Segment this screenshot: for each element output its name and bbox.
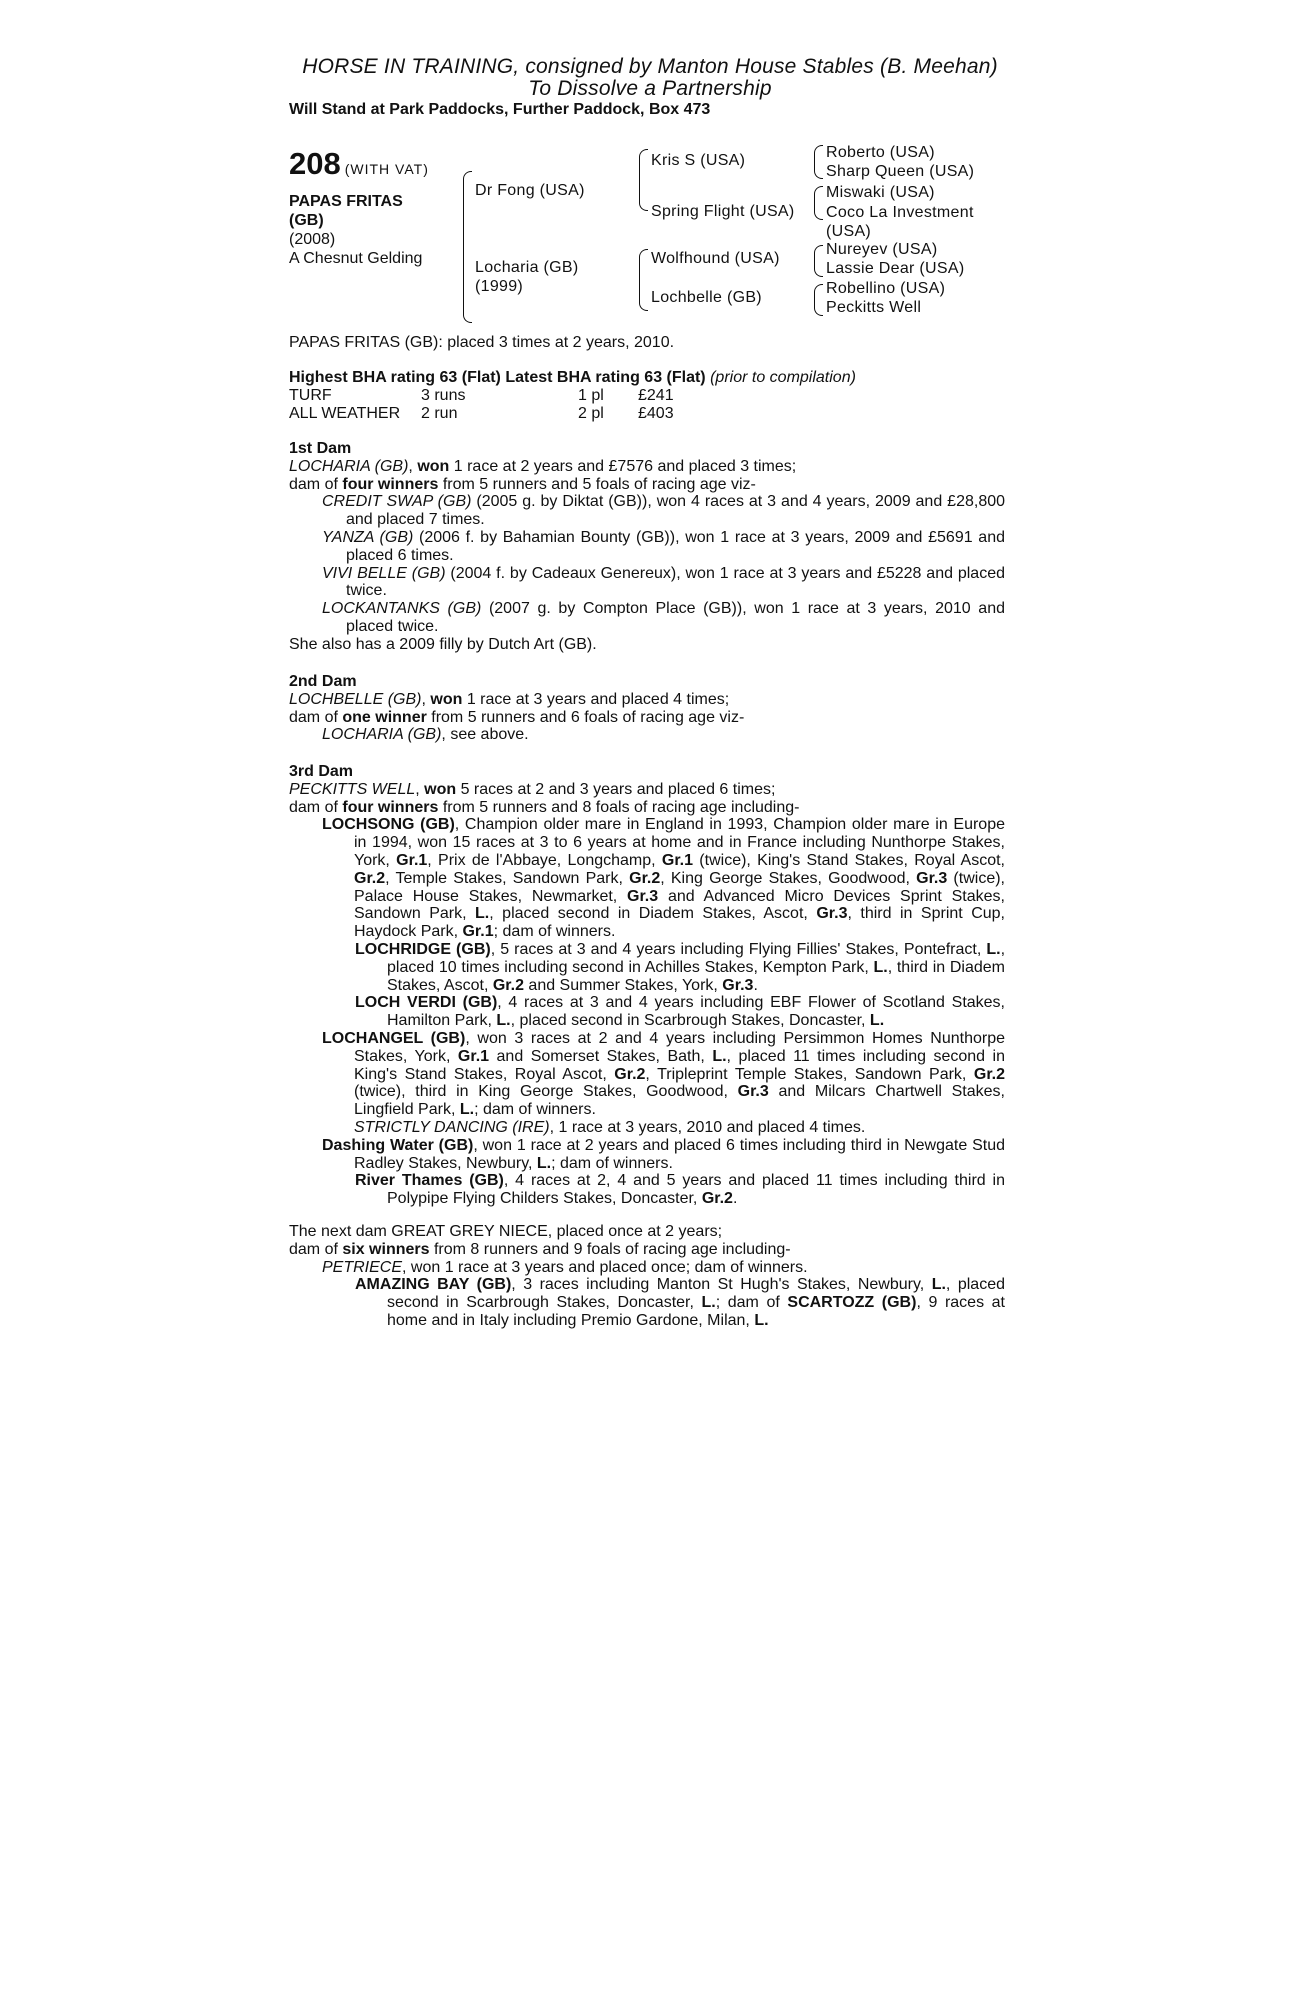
produce-text: (2004 f. by Cadeaux Genereux), won 1 race at 3 years and £5228 and placed twice. [346, 564, 1006, 600]
pedigree-brace-ss [814, 145, 823, 179]
produce-text: , won 1 race at 2 years and placed 6 times including third in Newgate Stud Radley Stakes, Newbury, [354, 1136, 1005, 1172]
third-dam-record: 5 races at 2 and 3 years and placed 6 times; [456, 780, 776, 798]
produce-name: STRICTLY DANCING (IRE) [354, 1118, 550, 1136]
produce-text: . [732, 1190, 738, 1208]
pedigree-brace-ds [814, 245, 823, 277]
produce-text: , 9 races at home and in Italy including Premio Gardone, Milan, [387, 1294, 1006, 1329]
won-label: won [417, 457, 450, 475]
produce-text: , 5 races at 3 and 4 years including Flying Fillies' Stakes, Pontefract, [490, 940, 987, 958]
sire: Dr Fong (USA) [475, 182, 585, 199]
stable-location: Will Stand at Park Paddocks, Further Paddock, Box 473 [289, 101, 711, 118]
produce-petriece [289, 1259, 1005, 1277]
grade-badge: L. [459, 1101, 475, 1119]
dam-of-label: dam of [289, 708, 343, 726]
produce-text: , placed second in Diadem Stakes, Ascot, [489, 905, 817, 923]
grade-badge: Gr.3 [627, 887, 659, 905]
winners-count: six winners [342, 1240, 430, 1258]
produce-name: SCARTOZZ (GB) [787, 1294, 917, 1312]
produce-text: ; dam of [715, 1294, 788, 1312]
runners-foals: from 5 runners and 8 foals of racing age including- [438, 798, 800, 816]
produce-text: , King George Stakes, Goodwood, [660, 869, 917, 887]
produce-strictly-dancing [289, 1119, 1005, 1137]
grade-badge: L. [869, 1012, 885, 1030]
produce-text: , 4 races at 2, 4 and 5 years and placed 11 times including third in Polypipe Flying Childers Stakes, Doncaster, [387, 1172, 1005, 1208]
pedigree-brace-dam [639, 249, 648, 311]
produce-yanza [289, 529, 1005, 565]
ratings-aw-placed: 2 pl [578, 405, 604, 422]
sd-dam: Coco La Investment [826, 204, 974, 221]
produce-text: and Advanced Micro Devices Sprint Stakes, Sandown Park, [354, 887, 1005, 923]
dam-dam: Lochbelle (GB) [651, 289, 762, 306]
first-dam-name: LOCHARIA (GB) [289, 457, 409, 475]
dam-sire: Wolfhound (USA) [651, 250, 780, 267]
produce-credit-swap [289, 493, 1005, 529]
ratings-note: (prior to compilation) [710, 369, 856, 386]
produce-text: . [753, 976, 758, 994]
lot-number [289, 146, 429, 182]
produce-name: River Thames (GB) [355, 1172, 504, 1190]
produce-river-thames [289, 1172, 1005, 1208]
next-dam-line: The next dam GREAT GREY NIECE, placed once at 2 years; [289, 1223, 723, 1240]
horse-country: (GB) [289, 212, 324, 229]
grade-badge: Gr.3 [916, 869, 948, 887]
produce-text: , placed 11 times including second in King's Stand Stakes, Royal Ascot, [354, 1047, 1006, 1083]
grade-badge: Gr.3 [722, 976, 754, 994]
produce-text: and Somerset Stakes, Bath, [489, 1047, 713, 1065]
ratings-turf-placed: 1 pl [578, 387, 604, 404]
runners-foals: from 8 runners and 9 foals of racing age including- [429, 1240, 791, 1258]
pedigree-brace-sire [639, 149, 648, 211]
produce-amazing-bay [289, 1276, 1005, 1329]
grade-badge: L. [712, 1047, 727, 1065]
grade-badge: L. [931, 1276, 946, 1294]
lot-number-value: 208 [289, 146, 341, 181]
runners-foals: from 5 runners and 6 foals of racing age viz- [426, 708, 745, 726]
dam-year: (1999) [475, 278, 524, 295]
won-label: won [430, 690, 463, 708]
sire-dam: Spring Flight (USA) [651, 203, 795, 220]
consignor-line: HORSE IN TRAINING, consigned by Manton House Stables (B. Meehan) [302, 55, 998, 78]
produce-vivi-belle [289, 565, 1005, 601]
produce-lochsong [289, 816, 1005, 941]
first-dam-record: 1 race at 2 years and £7576 and placed 3 times; [449, 457, 797, 475]
runners-foals: from 5 runners and 5 foals of racing age viz- [438, 475, 756, 493]
vat-note: (WITH VAT) [344, 161, 429, 177]
ss-sire: Roberto (USA) [826, 144, 935, 161]
produce-name: AMAZING BAY (GB) [355, 1276, 512, 1294]
produce-name: LOCH VERDI (GB) [355, 994, 498, 1012]
ds-dam: Lassie Dear (USA) [826, 260, 965, 277]
ratings-aw-runs: 2 run [421, 405, 458, 422]
produce-text: ; dam of winners. [474, 1101, 596, 1119]
grade-badge: Gr.2 [973, 1065, 1006, 1083]
horse-description: A Chesnut Gelding [289, 250, 423, 267]
grade-badge: Gr.2 [354, 869, 386, 887]
ratings-aw-surface: ALL WEATHER [289, 405, 401, 422]
produce-text: , 1 race at 3 years, 2010 and placed 4 times. [549, 1118, 866, 1136]
race-summary: PAPAS FRITAS (GB): placed 3 times at 2 years, 2010. [289, 334, 675, 351]
produce-text: , won 3 races at 2 and 4 years including Persimmon Homes Nunthorpe Stakes, York, [354, 1029, 1006, 1065]
produce-text: , third in Diadem Stakes, Ascot, [387, 958, 1005, 994]
sd-sire: Miswaki (USA) [826, 184, 935, 201]
first-dam-section [289, 440, 1005, 654]
next-dam-section [289, 1223, 1005, 1330]
produce-lochangel [289, 1030, 1005, 1119]
produce-text: , 3 races including Manton St Hugh's Stakes, Newbury, [511, 1276, 932, 1294]
first-dam-heading: 1st Dam [289, 440, 352, 457]
dam-of-label: dam of [289, 798, 343, 816]
ratings-title: Highest BHA rating 63 (Flat) Latest BHA rating 63 (Flat) [289, 369, 706, 386]
winners-count: four winners [342, 475, 439, 493]
produce-text: (2005 g. by Diktat (GB)), won 4 races at 3 and 4 years, 2009 and £28,800 and placed 7 times. [346, 493, 1006, 529]
produce-name: Dashing Water (GB) [322, 1136, 474, 1154]
third-dam-name: PECKITTS WELL [289, 780, 416, 798]
grade-badge: L. [536, 1154, 552, 1172]
grade-badge: Gr.2 [492, 976, 524, 994]
second-dam-heading: 2nd Dam [289, 673, 357, 690]
pedigree-brace-main [463, 171, 472, 323]
horse-year: (2008) [289, 231, 336, 248]
winners-count: one winner [342, 708, 427, 726]
produce-text: , Champion older mare in England in 1993, Champion older mare in Europe in 1994, won 15 races at 3 to 6 years at home and in France including Nunthorpe Stakes, York, [354, 816, 1006, 869]
produce-text: (twice), Palace House Stakes, Newmarket, [354, 869, 1005, 905]
grade-badge: L. [986, 940, 1001, 958]
dd-sire: Robellino (USA) [826, 280, 946, 297]
ratings-heading [289, 369, 1005, 387]
produce-text: and Summer Stakes, York, [523, 976, 723, 994]
produce-text: (twice), third in King George Stakes, Goodwood, [354, 1083, 738, 1101]
produce-loch-verdi [289, 994, 1005, 1030]
produce-text: , placed second in Scarbrough Stakes, Doncaster, [387, 1276, 1005, 1312]
ds-sire: Nureyev (USA) [826, 241, 938, 258]
dam-of-label: dam of [289, 475, 343, 493]
produce-text: , Temple Stakes, Sandown Park, [385, 869, 630, 887]
grade-badge: L. [701, 1294, 716, 1312]
produce-locharia [289, 726, 1005, 744]
produce-text: (twice), King's Stand Stakes, Royal Ascot, [693, 851, 1006, 869]
produce-name: YANZA (GB) [322, 528, 414, 546]
produce-text: , see above. [441, 726, 529, 744]
produce-text: (2006 f. by Bahamian Bounty (GB)), won 1 race at 3 years, 2009 and £5691 and placed 6 times. [346, 528, 1005, 564]
grade-badge: L. [496, 1012, 511, 1030]
consignment-note: To Dissolve a Partnership [528, 77, 772, 100]
second-dam-record: 1 race at 3 years and placed 4 times; [462, 690, 730, 708]
dd-dam: Peckitts Well [826, 299, 922, 316]
sire-sire: Kris S (USA) [651, 152, 746, 169]
produce-text: ; dam of winners. [551, 1154, 673, 1172]
third-dam-section [289, 763, 1005, 1208]
produce-lockantanks [289, 600, 1005, 636]
next-dam-produce-intro [289, 1241, 1005, 1259]
ratings-turf-surface: TURF [289, 387, 332, 404]
produce-text: (2007 g. by Compton Place (GB)), won 1 race at 3 years, 2010 and placed twice. [346, 600, 1006, 635]
produce-text: ; dam of winners. [493, 923, 616, 941]
horse-name: PAPAS FRITAS [289, 193, 403, 210]
winners-count: four winners [342, 798, 439, 816]
produce-text: , third in Sprint Cup, Haydock Park, [354, 905, 1006, 941]
produce-name: PETRIECE [322, 1258, 403, 1276]
produce-text: , placed 10 times including second in Achilles Stakes, Kempton Park, [387, 940, 1006, 976]
produce-text: , Tripleprint Temple Stakes, Sandown Park, [645, 1065, 974, 1083]
produce-name: VIVI BELLE (GB) [322, 564, 446, 582]
ratings-turf-prize: £241 [638, 387, 674, 404]
pedigree-brace-sd [814, 186, 823, 220]
produce-text: and Milcars Chartwell Stakes, Lingfield Park, [354, 1083, 1005, 1119]
grade-badge: Gr.2 [614, 1065, 646, 1083]
first-dam-produce-intro [289, 476, 1005, 494]
grade-badge: Gr.3 [816, 905, 848, 923]
produce-lochridge [289, 941, 1005, 994]
ss-dam: Sharp Queen (USA) [826, 163, 975, 180]
grade-badge: Gr.1 [396, 851, 428, 869]
second-dam-section [289, 673, 1005, 744]
first-dam-also: She also has a 2009 filly by Dutch Art (GB). [289, 635, 597, 653]
grade-badge: L. [873, 958, 888, 976]
grade-badge: Gr.3 [737, 1083, 769, 1101]
grade-badge: L. [754, 1311, 769, 1329]
dam-of-label: dam of [289, 1240, 343, 1258]
sd-dam-country: (USA) [826, 223, 872, 240]
grade-badge: Gr.2 [701, 1190, 733, 1208]
grade-badge: Gr.1 [462, 923, 494, 941]
won-label: won [424, 780, 457, 798]
produce-text: , Prix de l'Abbaye, Longchamp, [427, 851, 662, 869]
third-dam-produce-intro [289, 799, 1005, 817]
produce-name: LOCHARIA (GB) [322, 726, 442, 744]
produce-name: LOCHSONG (GB) [322, 816, 455, 834]
produce-name: LOCHRIDGE (GB) [355, 940, 491, 958]
grade-badge: Gr.2 [629, 869, 661, 887]
second-dam-produce-intro [289, 709, 1005, 727]
pedigree-brace-dd [814, 284, 823, 316]
dam: Locharia (GB) [475, 259, 579, 276]
horse-details [289, 192, 422, 268]
produce-name: LOCHANGEL (GB) [322, 1029, 466, 1047]
grade-badge: Gr.1 [661, 851, 694, 869]
produce-name: LOCKANTANKS (GB) [322, 600, 482, 618]
grade-badge: L. [475, 905, 490, 923]
produce-text: , placed second in Scarbrough Stakes, Doncaster, [510, 1012, 870, 1030]
third-dam-line: PECKITTS WELL, won 5 races at 2 and 3 years and placed 6 times; [289, 780, 776, 798]
ratings-turf-runs: 3 runs [421, 387, 466, 404]
produce-dashing-water [289, 1137, 1005, 1173]
ratings-aw-prize: £403 [638, 405, 674, 422]
produce-text: , 4 races at 3 and 4 years including EBF Flower of Scotland Stakes, Hamilton Park, [387, 994, 1005, 1030]
produce-name: CREDIT SWAP (GB) [322, 493, 472, 511]
grade-badge: Gr.1 [457, 1047, 490, 1065]
first-dam-line: LOCHARIA (GB), won 1 race at 2 years and £7576 and placed 3 times; [289, 457, 797, 475]
produce-text: , won 1 race at 3 years and placed once; dam of winners. [402, 1258, 808, 1276]
second-dam-name: LOCHBELLE (GB) [289, 690, 422, 708]
second-dam-line: LOCHBELLE (GB), won 1 race at 3 years and placed 4 times; [289, 690, 730, 708]
third-dam-heading: 3rd Dam [289, 763, 354, 780]
